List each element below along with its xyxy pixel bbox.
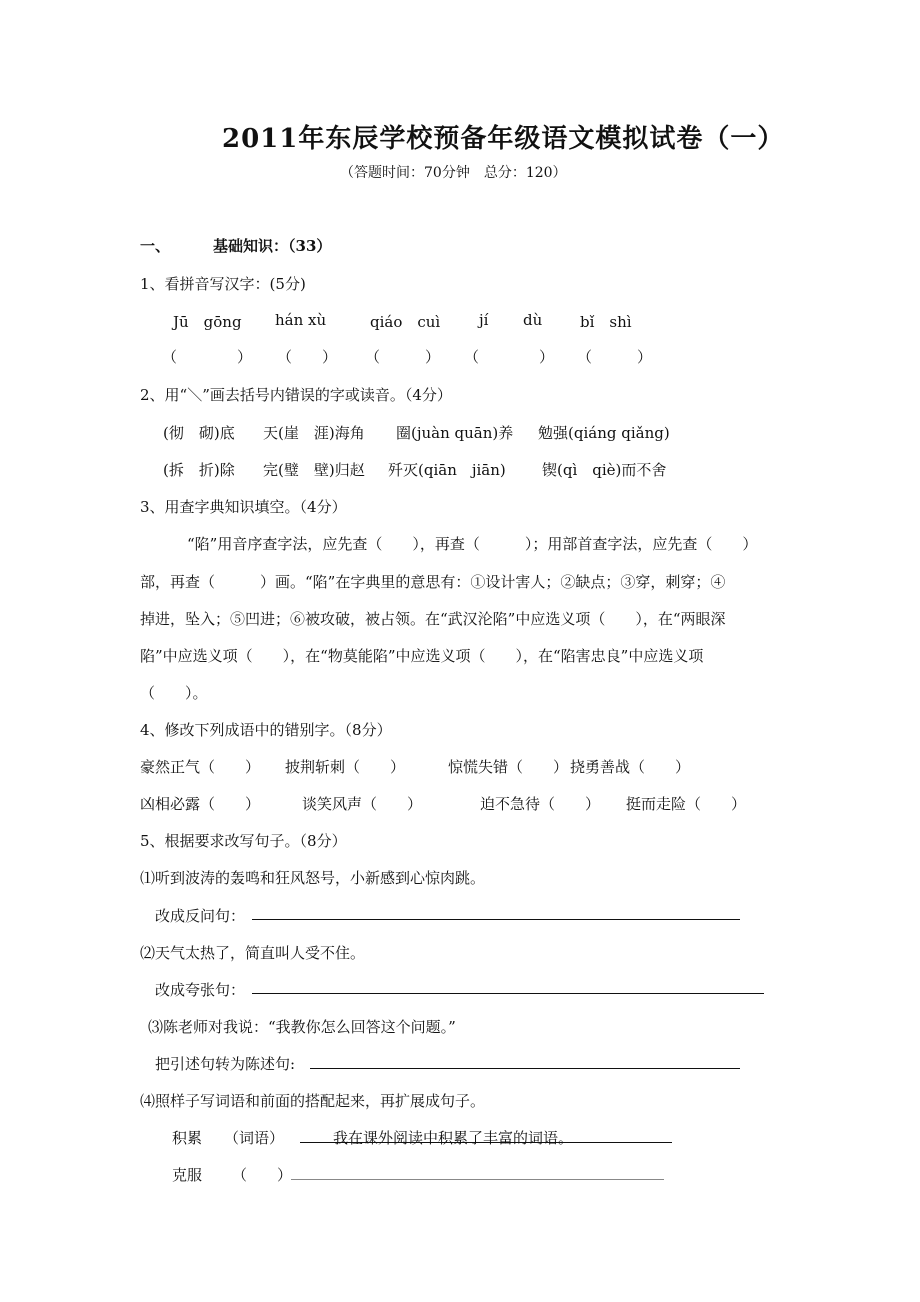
answer-line-1[interactable] — [252, 919, 740, 920]
paragraph-line: 部，再查（ ）画。“陷”在字典里的意思有：①设计害人；②缺点；③穿，刺穿；④ — [140, 573, 726, 591]
question-3: 3、用查字典知识填空。（4分） — [140, 498, 347, 516]
choice-item[interactable]: 完(璧 壁)归赵 — [263, 461, 365, 479]
pinyin-item: jí — [479, 311, 489, 329]
pinyin-item: Jū gōng — [173, 313, 242, 331]
pinyin-item: hán xù — [275, 311, 327, 329]
idiom-item[interactable]: 挠勇善战（ ） — [570, 758, 691, 776]
word-2: 克服 — [172, 1166, 203, 1184]
question-4: 4、修改下列成语中的错别字。（8分） — [140, 721, 392, 739]
example-bracket: （词语） — [224, 1129, 285, 1147]
idiom-item[interactable]: 谈笑风声（ ） — [302, 795, 423, 813]
choice-item[interactable]: (彻 砌)底 — [163, 424, 235, 442]
page-title: 2011年东辰学校预备年级语文模拟试卷（一） — [222, 124, 785, 154]
answer-bracket[interactable]: （ ） — [464, 348, 555, 366]
example-sentence: 我在课外阅读中积累了丰富的词语。 — [333, 1129, 574, 1147]
idiom-item[interactable]: 披荆斩刺（ ） — [285, 758, 406, 776]
question-2: 2、用“＼”画去括号内错误的字或读音。（4分） — [140, 386, 452, 404]
word-2-bracket[interactable]: （ ） — [232, 1166, 293, 1184]
rewrite-prompt-3: 把引述句转为陈述句: — [155, 1055, 296, 1073]
idiom-item[interactable]: 惊慌失错（ ） — [448, 758, 569, 776]
idiom-item[interactable]: 豪然正气（ ） — [140, 758, 261, 776]
section-title: 基础知识：（33） — [213, 237, 332, 255]
question-5: 5、根据要求改写句子。（8分） — [140, 832, 347, 850]
pinyin-item: dù — [523, 311, 543, 329]
answer-bracket[interactable]: （ ） — [577, 348, 653, 366]
paragraph-line: （ ）。 — [140, 684, 208, 702]
pinyin-item: qiáo cuì — [370, 313, 441, 331]
idiom-item[interactable]: 挺而走险（ ） — [626, 795, 747, 813]
answer-line-4[interactable] — [291, 1179, 664, 1180]
choice-item[interactable]: 歼灭(qiān jiān) — [388, 461, 506, 479]
pinyin-item: bǐ shì — [580, 313, 632, 331]
answer-bracket[interactable]: （ ） — [365, 348, 441, 366]
paragraph-line: 掉进，坠入；⑤凹进；⑥被攻破，被占领。在“武汉沦陷”中应选义项（ ），在“两眼深 — [140, 610, 726, 628]
choice-item[interactable]: 锲(qì qiè)而不舍 — [542, 461, 667, 479]
answer-bracket[interactable]: （ ） — [162, 348, 253, 366]
answer-line-3[interactable] — [310, 1068, 740, 1069]
sentence-1: ⑴听到波涛的轰鸣和狂风怒号，小新感到心惊肉跳。 — [140, 869, 486, 887]
example-word: 积累 — [172, 1129, 203, 1147]
choice-item[interactable]: (拆 折)除 — [163, 461, 235, 479]
rewrite-prompt-1: 改成反问句： — [155, 907, 246, 925]
choice-item[interactable]: 圈(juàn quān)养 — [396, 424, 514, 442]
rewrite-prompt-2: 改成夸张句： — [155, 981, 246, 999]
exam-info: （答题时间：70分钟 总分：120） — [340, 165, 567, 181]
sentence-4: ⑷照样子写词语和前面的搭配起来，再扩展成句子。 — [140, 1092, 486, 1110]
paragraph-line: 陷”中应选义项（ ），在“物莫能陷”中应选义项（ ），在“陷害忠良”中应选义项 — [140, 647, 704, 665]
question-1: 1、看拼音写汉字：(5分) — [140, 275, 306, 293]
sentence-2: ⑵天气太热了，简直叫人受不住。 — [140, 944, 366, 962]
idiom-item[interactable]: 迫不急待（ ） — [480, 795, 601, 813]
choice-item[interactable]: 天(崖 涯)海角 — [263, 424, 365, 442]
choice-item[interactable]: 勉强(qiáng qiǎng) — [538, 424, 670, 442]
answer-line-2[interactable] — [252, 993, 764, 994]
paragraph-line: “陷”用音序查字法，应先查（ ），再查（ ）；用部首查字法，应先查（ ） — [187, 535, 758, 553]
idiom-item[interactable]: 凶相必露（ ） — [140, 795, 261, 813]
answer-bracket[interactable]: （ ） — [277, 348, 338, 366]
sentence-3: ⑶陈老师对我说：“我教你怎么回答这个问题。” — [148, 1018, 456, 1036]
section-number: 一、 — [140, 237, 171, 255]
